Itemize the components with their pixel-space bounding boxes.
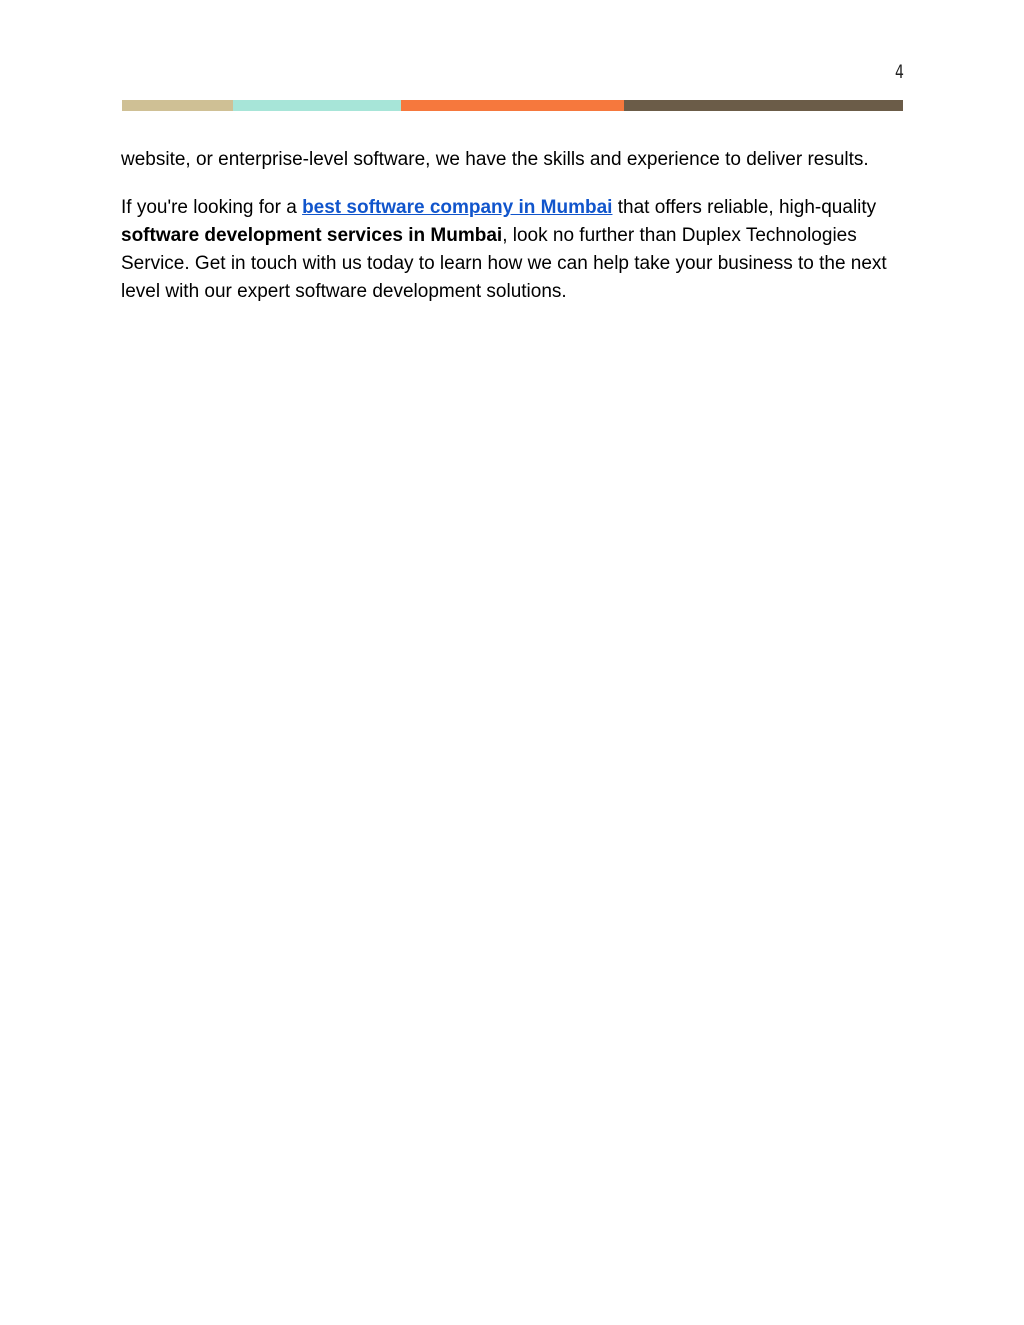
paragraph-2-prefix: If you're looking for a xyxy=(121,197,303,218)
color-bar-segment-2 xyxy=(233,100,401,111)
software-company-link[interactable]: best software company in Mumbai xyxy=(302,197,613,218)
paragraph-2-bold-text: software development services in Mumbai xyxy=(121,225,503,246)
paragraph-2 xyxy=(121,194,903,306)
color-bar-segment-3 xyxy=(401,100,624,111)
document-body xyxy=(121,146,903,326)
paragraph-1-text: website, or enterprise-level software, we have the skills and experience to deliver results. xyxy=(121,149,869,170)
color-bar-segment-1 xyxy=(122,100,233,111)
header-color-bar xyxy=(122,100,903,111)
color-bar-segment-4 xyxy=(624,100,903,111)
paragraph-2-suffix: , look no further than Duplex Technologies Service. Get in touch with us today to learn how we can help take your business to the next level with our expert software development solutions. xyxy=(121,225,887,302)
page-number: 4 xyxy=(895,61,904,83)
paragraph-2-middle: that offers reliable, high-quality xyxy=(612,197,877,218)
paragraph-1 xyxy=(121,146,903,174)
